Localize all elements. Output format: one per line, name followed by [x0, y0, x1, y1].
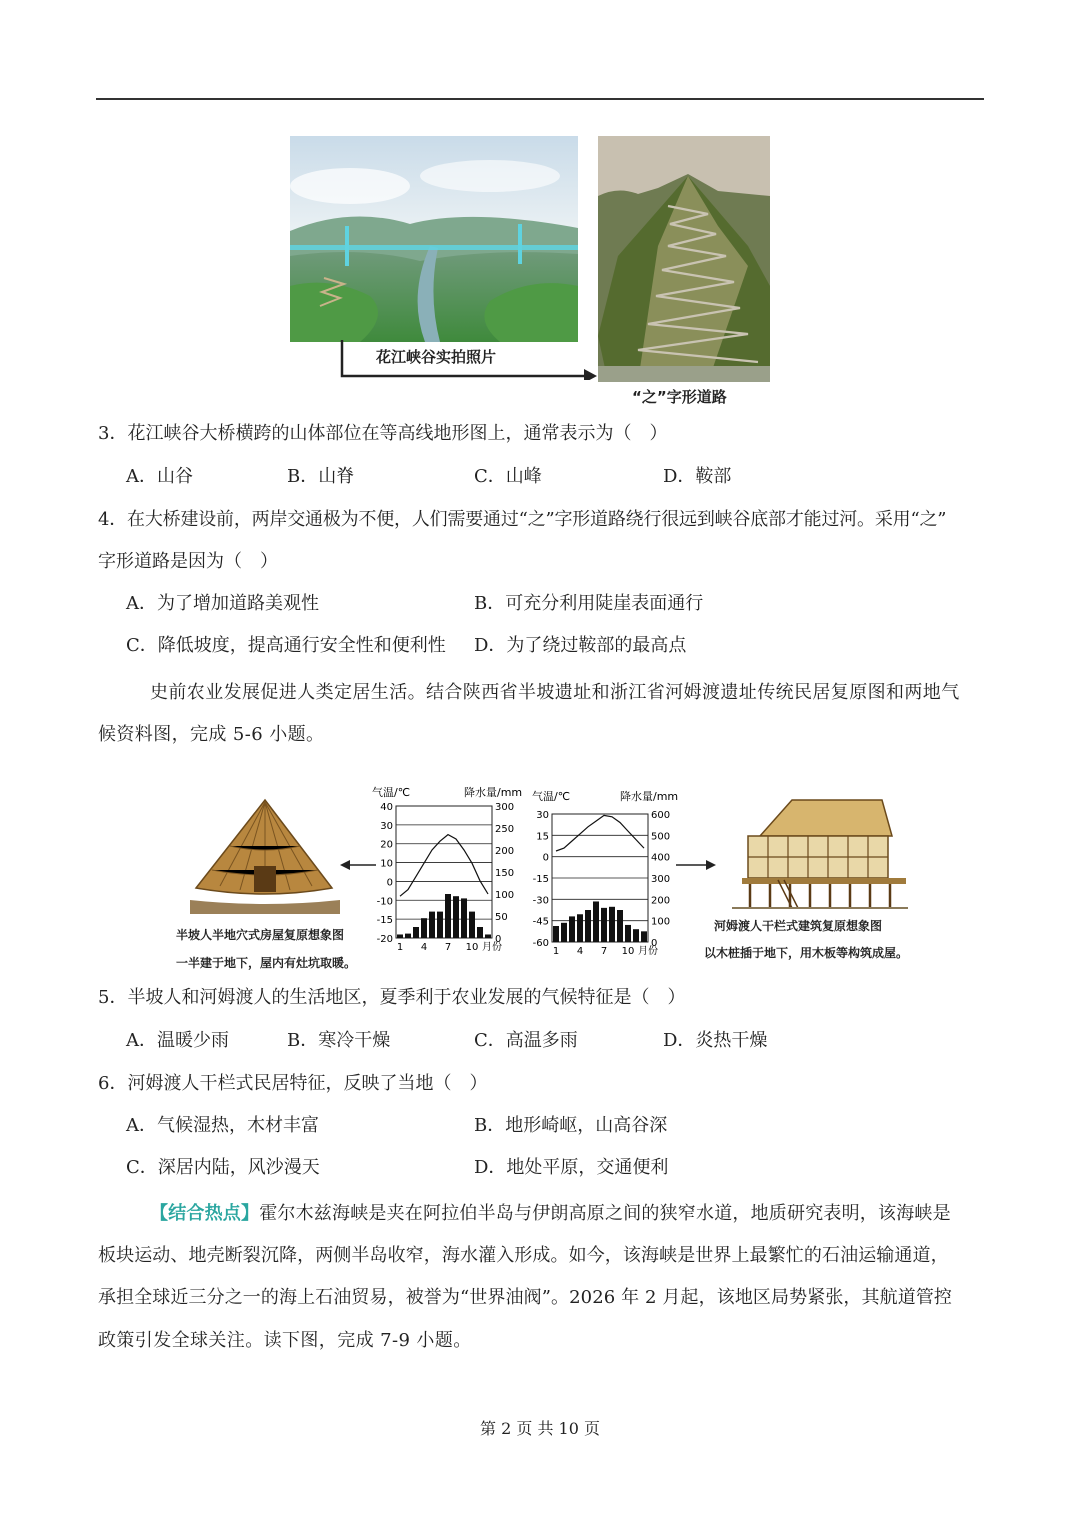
- precip-bar: [633, 929, 639, 942]
- banpo-house-illustration: [190, 796, 340, 918]
- precip-tick-label: 200: [495, 846, 515, 857]
- temp-tick-label: -15: [376, 915, 393, 927]
- precip-bar: [453, 896, 459, 938]
- precip-bar: [461, 898, 467, 938]
- precip-bar: [421, 918, 427, 938]
- temp-tick-label: -15: [532, 874, 549, 885]
- precip-axis-label: 降水量/mm: [620, 790, 679, 803]
- month-tick-label: 10: [465, 942, 479, 953]
- precip-tick-label: 400: [651, 852, 671, 864]
- precip-tick-label: 100: [651, 916, 671, 928]
- precip-bar: [405, 934, 411, 938]
- q6-stem: 6．河姆渡人干栏式民居特征，反映了当地（ ）: [98, 1073, 488, 1094]
- precip-bar: [601, 908, 607, 942]
- precip-bar: [593, 901, 599, 942]
- precip-bar: [413, 927, 419, 938]
- precip-bar: [437, 912, 443, 938]
- q3-option-c: C．山峰: [474, 466, 542, 487]
- hot-topic-line2: 板块运动、地壳断裂沉降，两侧半岛收窄，海水灌入形成。如今，该海峡是世界上最繁忙的石油运输通道，: [98, 1245, 949, 1266]
- temp-tick-label: 10: [380, 858, 393, 870]
- hot-topic-line4: 政策引发全球关注。读下图，完成 7-9 小题。: [98, 1330, 472, 1351]
- month-axis-label: 月份: [482, 942, 502, 953]
- q3-option-d: D．鞍部: [663, 466, 732, 487]
- precip-bar: [609, 907, 615, 942]
- precip-tick-label: 0: [495, 934, 502, 945]
- temp-tick-label: -10: [376, 896, 393, 908]
- precip-tick-label: 150: [495, 868, 515, 879]
- canyon-photo: [290, 136, 578, 342]
- precip-bar: [569, 916, 575, 942]
- precip-bar: [553, 926, 559, 942]
- zigzag-road-photo: [598, 136, 770, 382]
- precip-axis-label: 降水量/mm: [464, 786, 523, 799]
- q4-option-a: A．为了增加道路美观性: [126, 593, 319, 614]
- precip-bar: [617, 910, 623, 942]
- precip-bar: [445, 894, 451, 938]
- q3-stem: 3．花江峡谷大桥横跨的山体部位在等高线地形图上，通常表示为（ ）: [98, 423, 668, 444]
- hemudu-caption-desc: 以木桩插于地下，用木板等构筑成屋。: [704, 946, 909, 960]
- temp-tick-label: 0: [542, 852, 549, 864]
- temp-tick-label: 30: [380, 820, 393, 832]
- hemudu-house-illustration: [732, 796, 908, 914]
- q5-option-b: B．寒冷干燥: [287, 1030, 391, 1051]
- intro56-line1: 史前农业发展促进人类定居生活。结合陕西省半坡遗址和浙江省河姆渡遗址传统民居复原图和两地气: [150, 682, 960, 703]
- q5-option-d: D．炎热干燥: [663, 1030, 768, 1051]
- precip-tick-label: 200: [651, 895, 671, 907]
- hemudu-climate-chart: [530, 788, 690, 958]
- precip-tick-label: 100: [495, 890, 515, 901]
- canyon-photo-caption: 花江峡谷实拍照片: [376, 348, 497, 366]
- month-tick-label: 4: [420, 942, 428, 953]
- precip-tick-label: 50: [495, 912, 508, 923]
- arrow-to-hemudu: [676, 856, 718, 875]
- q3-option-a: A．山谷: [126, 466, 193, 487]
- q5-option-c: C．高温多雨: [474, 1030, 578, 1051]
- q6-option-c: C．深居内陆，风沙漫天: [126, 1157, 320, 1178]
- precip-bar: [477, 927, 483, 938]
- q6-option-b: B．地形崎岖，山高谷深: [474, 1115, 668, 1136]
- q6-option-d: D．地处平原，交通便利: [474, 1157, 669, 1178]
- precip-tick-label: 300: [495, 802, 515, 813]
- temp-tick-label: -45: [532, 916, 549, 928]
- banpo-caption-title: 半坡人半地穴式房屋复原想象图: [176, 928, 345, 942]
- temp-tick-label: 15: [536, 831, 549, 843]
- precip-bar: [577, 914, 583, 942]
- banpo-caption-desc: 一半建于地下，屋内有灶坑取暖。: [176, 956, 357, 970]
- precip-tick-label: 500: [651, 831, 671, 843]
- temp-axis-label: 气温/℃: [532, 790, 571, 803]
- month-tick-label: 7: [600, 946, 608, 957]
- month-axis-label: 月份: [638, 946, 658, 957]
- precip-bar: [397, 934, 403, 938]
- precip-bar: [429, 912, 435, 938]
- temp-tick-label: -20: [376, 934, 393, 945]
- page-footer: 第 2 页 共 10 页: [480, 1419, 600, 1438]
- temp-tick-label: -60: [532, 938, 549, 949]
- hot-topic-line1: [150, 1199, 951, 1225]
- temp-tick-label: 20: [380, 839, 393, 851]
- top-rule: [96, 98, 984, 100]
- precip-bar: [625, 925, 631, 942]
- precip-bar: [561, 923, 567, 942]
- banpo-caption-note: 河姆渡人干栏式建筑复原想象图: [714, 919, 883, 933]
- q3-option-b: B．山脊: [287, 466, 355, 487]
- month-tick-label: 10: [621, 946, 635, 957]
- precip-bar: [469, 912, 475, 938]
- q6-option-a: A．气候湿热，木材丰富: [126, 1115, 319, 1136]
- hot-topic-tag: 【结合热点】: [150, 1203, 260, 1224]
- month-tick-label: 4: [576, 946, 584, 957]
- q5-stem: 5．半坡人和河姆渡人的生活地区，夏季利于农业发展的气候特征是（ ）: [98, 987, 686, 1008]
- month-tick-label: 1: [552, 946, 560, 957]
- temp-axis-label: 气温/℃: [372, 786, 411, 799]
- q4-stem-line2: 字形道路是因为（ ）: [98, 551, 278, 572]
- q4-option-b: B．可充分利用陡崖表面通行: [474, 593, 704, 614]
- precip-tick-label: 0: [651, 938, 658, 949]
- temp-tick-label: -30: [532, 895, 549, 907]
- intro56-line2: 候资料图，完成 5-6 小题。: [98, 724, 325, 745]
- precip-tick-label: 600: [651, 810, 671, 821]
- q4-option-c: C．降低坡度，提高通行安全性和便利性: [126, 635, 446, 656]
- precip-bar: [485, 934, 491, 938]
- temperature-curve: [556, 815, 644, 851]
- month-tick-label: 7: [444, 942, 452, 953]
- temp-tick-label: 0: [386, 877, 393, 889]
- hot-topic-text1: 霍尔木兹海峡是夹在阿拉伯半岛与伊朗高原之间的狭窄水道，地质研究表明，该海峡是: [259, 1203, 951, 1224]
- road-photo-caption: “之”字形道路: [632, 388, 727, 406]
- q4-stem-line1: 4．在大桥建设前，两岸交通极为不便，人们需要通过“之”字形道路绕行很远到峡谷底部才能过河。采用“之”: [98, 509, 947, 530]
- plot-frame: [396, 806, 492, 938]
- temp-tick-label: 30: [536, 810, 549, 821]
- precip-bar: [641, 931, 647, 942]
- q5-option-a: A．温暖少雨: [126, 1030, 229, 1051]
- precip-bar: [585, 910, 591, 942]
- temp-tick-label: 40: [380, 802, 393, 813]
- banpo-climate-chart: [370, 784, 530, 958]
- precip-tick-label: 300: [651, 874, 671, 885]
- hot-topic-line3: 承担全球近三分之一的海上石油贸易，被誉为“世界油阀”。2026 年 2 月起，该地区局势紧张，其航道管控: [98, 1287, 953, 1308]
- q4-option-d: D．为了绕过鞍部的最高点: [474, 635, 687, 656]
- precip-tick-label: 250: [495, 824, 515, 835]
- month-tick-label: 1: [396, 942, 404, 953]
